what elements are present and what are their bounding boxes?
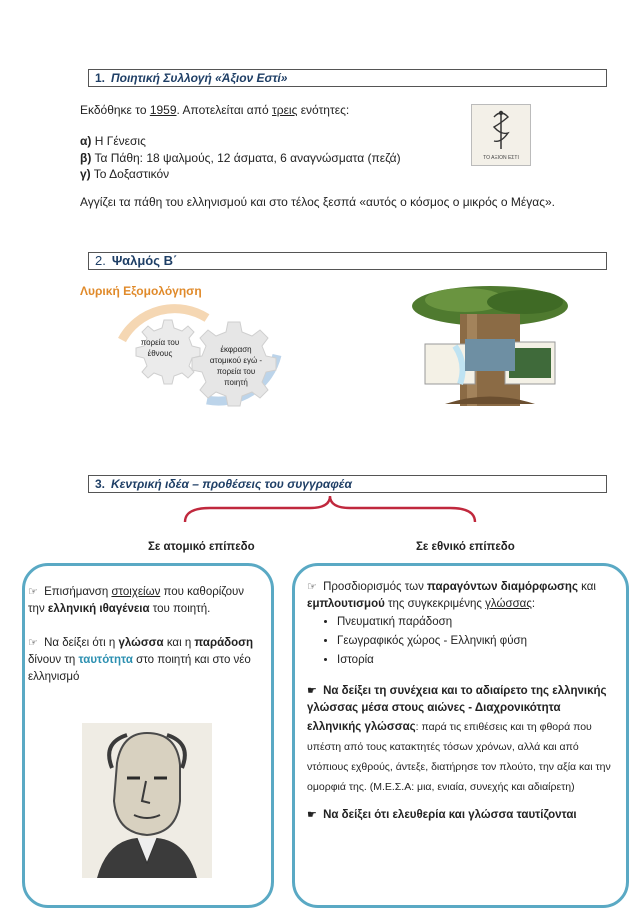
section-1-title: Ποιητική Συλλογή «Άξιον Εστί» [111,71,288,85]
published-suffix: ενότητες: [297,103,350,117]
cover-caption: ΤΟ ΑΞΙΟΝ ΕΣΤΙ [483,155,519,161]
part-a-letter: α) [80,134,92,148]
left-card-p1 [28,584,256,618]
right-p1-e: της συγκεκριμένης [384,598,486,610]
portrait-sketch-icon [82,723,212,878]
right-p1-c: και [577,581,596,593]
right-p1-f: γλώσσας [485,598,532,610]
left-card-text [28,584,256,686]
pointing-hand-icon: ☞ [307,581,317,593]
left-p2-f: ταυτότητα [78,654,133,666]
right-p1-g: : [531,598,536,610]
pointing-hand-icon: ☛ [307,685,317,697]
section-3-header [88,475,607,493]
section-2-number: 2. [95,253,106,268]
right-card-p1 [307,579,615,613]
section-1-header [88,69,607,87]
level-right-label: Σε εθνικό επίπεδο [416,541,515,553]
right-card-text [307,579,615,824]
summary-line: Αγγίζει τα πάθη του ελληνισμού και στο τέλος ξεσπά «αυτός ο κόσμος ο μικρός ο Μέγας». [80,195,556,209]
section-3-title: Κεντρική ιδέα – προθέσεις του συγγραφέα [111,477,352,491]
tree-illustration-icon [405,284,576,410]
portrait-image [82,723,212,878]
pointing-hand-icon: ☛ [307,809,317,821]
right-p2-b: : παρά τις επιθέσεις και τη φθορά που υπέστη από τους κατακτητές τόσων χρόνων, αλλά και από ντόπιους εχθρούς, άντεξε, διατήρησε τον πλούτο, την αξία και την ομορφιά της. (Μ.Ε.Σ.Α: μια, ενιαία, συνεχής και αδιαίρετη) [307,721,611,793]
right-p2-a: Να δείξει τη συνέχεια και το αδιαίρετο της ελληνικής γλώσσας μέσα στους αιώνες - Διαχρονικότητα ελληνικής γλώσσας [307,685,607,733]
gear-right-label: έκφραση ατομικού εγώ - πορεία του ποιητή [209,345,263,387]
left-card-p2 [28,635,256,686]
part-c-text: Το Δοξαστικόν [90,167,170,181]
section-2-title: Ψαλμός Β΄ [111,253,178,268]
left-p2-a: Να δείξει ότι η [40,637,119,649]
left-p1-b: στοιχείων [111,586,161,598]
factor-item: • Πνευματική παράδοση [337,613,615,632]
left-p1-e: του ποιητή. [149,603,211,615]
pointing-hand-icon: ☞ [28,637,38,649]
published-middle: . Αποτελείται από [176,103,272,117]
left-p2-b: γλώσσα [118,637,164,649]
section-3-number: 3. [95,477,106,491]
right-card-p3 [307,807,615,824]
published-line [80,103,349,117]
left-p1-a: Επισήμανση [40,586,112,598]
factor-item: • Ιστορία [337,651,615,670]
published-count: τρεις [272,103,298,117]
tree-books-image [405,284,576,410]
cover-emblem-icon [472,105,530,155]
published-year: 1959 [149,103,177,117]
section-2-header [88,252,607,270]
right-p1-d: εμπλουτισμού [307,598,385,610]
right-card-p2 [307,683,615,797]
left-p1-c: που καθορίζουν την [28,586,245,615]
right-p3: Να δείξει ότι ελευθερία και γλώσσα ταυτίζονται [319,809,577,821]
brace-connector [180,494,480,524]
right-p1-a: Προσδιορισμός των [319,581,428,593]
pointing-hand-icon: ☞ [28,586,38,598]
right-p1-b: παραγόντων διαμόρφωσης [427,581,578,593]
factor-item: • Γεωγραφικός χώρος - Ελληνική φύση [337,632,615,651]
published-prefix: Εκδόθηκε το [80,103,150,117]
left-p2-d: παράδοση [194,637,254,649]
part-c [80,167,169,181]
gear-left-label: πορεία του έθνους [140,338,180,358]
part-a-text: Η Γένεσις [91,134,146,148]
part-b [80,151,401,165]
part-a [80,134,146,148]
part-b-text: Τα Πάθη: 18 ψαλμούς, 12 άσματα, 6 αναγνώσματα (πεζά) [91,151,401,165]
section-1-number: 1. [95,71,106,85]
level-left-label: Σε ατομικό επίπεδο [148,541,255,553]
book-cover-image [471,104,531,166]
left-p2-c: και η [163,637,195,649]
lyric-heading: Λυρική Εξομολόγηση [80,284,202,298]
factor-list [307,613,615,670]
part-b-letter: β) [80,151,92,165]
left-p2-g: στο ποιητή και στο νέο ελληνισμό [28,654,251,683]
left-p1-d: ελληνική ιθαγένεια [47,603,150,615]
left-p2-e: δίνουν τη [28,654,79,666]
part-c-letter: γ) [80,167,91,181]
